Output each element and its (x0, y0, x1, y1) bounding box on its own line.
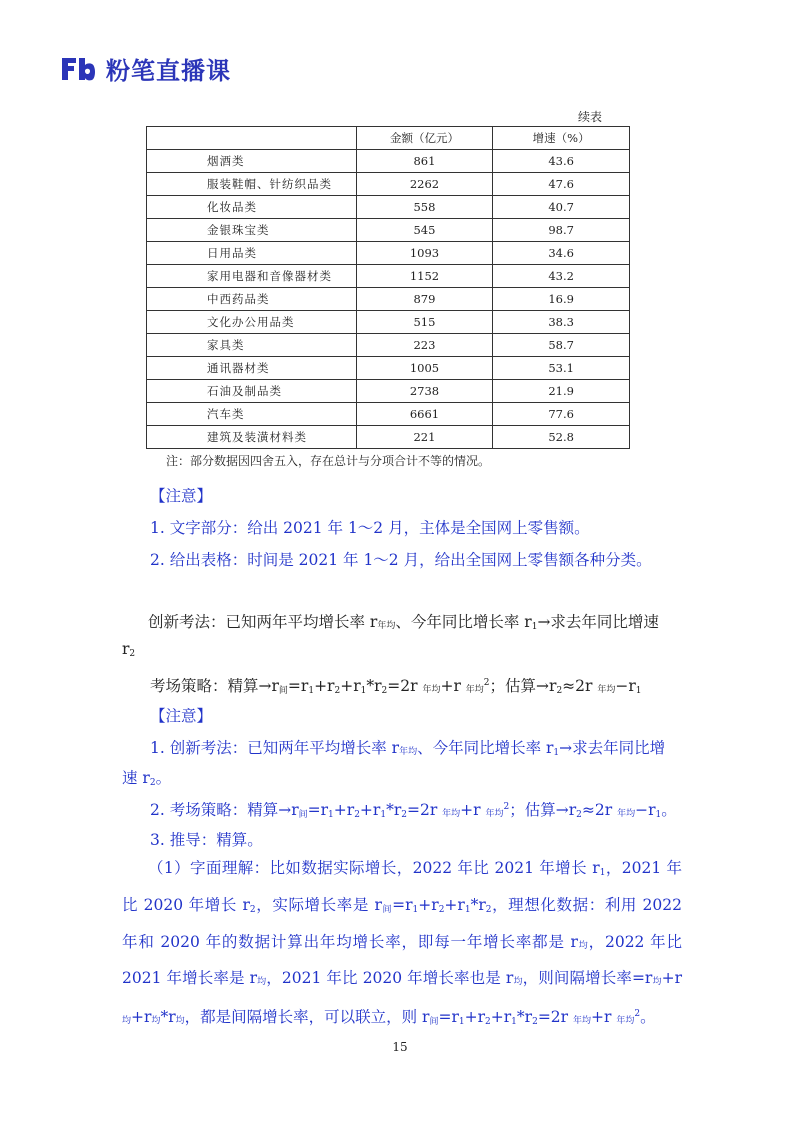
row-amount: 515 (356, 311, 493, 334)
row-name: 家具类 (147, 334, 357, 357)
method-line-2: $r_2$ (122, 640, 136, 659)
table-row (147, 173, 630, 196)
row-amount: 2262 (356, 173, 493, 196)
row-amount: 223 (356, 334, 493, 357)
row-name: 服装鞋帽、针纺织品类 (147, 173, 357, 196)
brand-logo (60, 52, 231, 84)
row-growth: 58.7 (493, 334, 630, 357)
notice2-item-2: 2. 考场策略：精算$\to r_间=r_1+r_2+r_1*r_2=2r$ 年均+r 年均$^2$；估算$\to r_2\approx 2r$ 年均$-r_1$。 (150, 801, 677, 820)
table-row (147, 311, 630, 334)
fb-logo-icon (60, 54, 98, 82)
row-name: 烟酒类 (147, 150, 357, 173)
table-row (147, 219, 630, 242)
table-row (147, 357, 630, 380)
row-amount: 558 (356, 196, 493, 219)
notice-item-1: 1. 文字部分：给出 2021 年 1～2 月，主体是全国网上零售额。 (150, 519, 590, 537)
row-growth: 53.1 (493, 357, 630, 380)
row-name: 通讯器材类 (147, 357, 357, 380)
notice-title-1: 【注意】 (150, 487, 213, 505)
row-amount: 2738 (356, 380, 493, 403)
row-name: 中西药品类 (147, 288, 357, 311)
table-row (147, 242, 630, 265)
row-name: 家用电器和音像器材类 (147, 265, 357, 288)
row-amount: 1152 (356, 265, 493, 288)
notice2-item-1: 1. 创新考法：已知两年平均增长率 r年均、今年同比增长率 $r_1\to$求去年同比增 (150, 739, 666, 758)
derivation-paragraph: （1）字面理解：比如数据实际增长，2022 年比 2021 年增长 $r_1$，2021 年比 2020 年增长 $r_2$，实际增长率是 $r_间=r_1+r_2+r_1*r_2$，理想化数据：利用 2022 年和 2020 年的数据计算出年均增长率，即每一年增长率都是 r均，2022 年比 2021 年增长率是 r均，2021 年比 2020 年增长率也是 r均，则间隔增长率=r均+r均+r均*r均，都是间隔增长率，可以联立，则 $r_间=r_1+r_2+r_1*r_2=2r$ 年均+r 年均$^2$。 (122, 859, 683, 1028)
row-amount: 861 (356, 150, 493, 173)
retail-category-table (146, 126, 630, 449)
brand-name: 粉笔直播课 (106, 56, 231, 85)
row-growth: 52.8 (493, 426, 630, 449)
row-name: 汽车类 (147, 403, 357, 426)
table-row (147, 196, 630, 219)
row-name: 石油及制品类 (147, 380, 357, 403)
row-name: 建筑及装潢材料类 (147, 426, 357, 449)
row-growth: 47.6 (493, 173, 630, 196)
continue-label: 续表 (578, 110, 603, 124)
table-row (147, 334, 630, 357)
row-amount: 221 (356, 426, 493, 449)
notice2-item-1-cont: 速 $r_2$。 (122, 769, 172, 788)
row-name: 化妆品类 (147, 196, 357, 219)
table-row (147, 380, 630, 403)
table-row (147, 288, 630, 311)
table-footnote: 注：部分数据因四舍五入，存在总计与分项合计不等的情况。 (166, 454, 491, 468)
row-amount: 879 (356, 288, 493, 311)
notice-item-2: 2. 给出表格：时间是 2021 年 1～2 月，给出全国网上零售额各种分类。 (150, 551, 652, 569)
page-number: 15 (392, 1040, 408, 1054)
row-amount: 1093 (356, 242, 493, 265)
row-growth: 34.6 (493, 242, 630, 265)
notice2-item-3: 3. 推导：精算。 (150, 831, 263, 849)
table-row (147, 265, 630, 288)
table-row (147, 426, 630, 449)
header-category (147, 127, 357, 150)
table-row (147, 150, 630, 173)
row-growth: 16.9 (493, 288, 630, 311)
row-growth: 21.9 (493, 380, 630, 403)
row-name: 日用品类 (147, 242, 357, 265)
notice-title-2: 【注意】 (150, 707, 213, 725)
table-row (147, 403, 630, 426)
row-growth: 77.6 (493, 403, 630, 426)
row-amount: 1005 (356, 357, 493, 380)
method-line-1: 创新考法：已知两年平均增长率 r年均、今年同比增长率 $r_1\to$求去年同比增速 (148, 613, 659, 632)
row-growth: 38.3 (493, 311, 630, 334)
row-growth: 43.2 (493, 265, 630, 288)
row-amount: 6661 (356, 403, 493, 426)
row-name: 金银珠宝类 (147, 219, 357, 242)
strategy-line: 考场策略：精算$\to r_间=r_1+r_2+r_1*r_2=2r$ 年均+r 年均$^2$；估算$\to r_2\approx 2r$ 年均$-r_1$ (150, 677, 642, 696)
table-header-row (147, 127, 630, 150)
row-growth: 98.7 (493, 219, 630, 242)
row-amount: 545 (356, 219, 493, 242)
row-name: 文化办公用品类 (147, 311, 357, 334)
header-amount: 金额（亿元） (356, 127, 493, 150)
row-growth: 43.6 (493, 150, 630, 173)
header-growth: 增速（%） (493, 127, 630, 150)
row-growth: 40.7 (493, 196, 630, 219)
